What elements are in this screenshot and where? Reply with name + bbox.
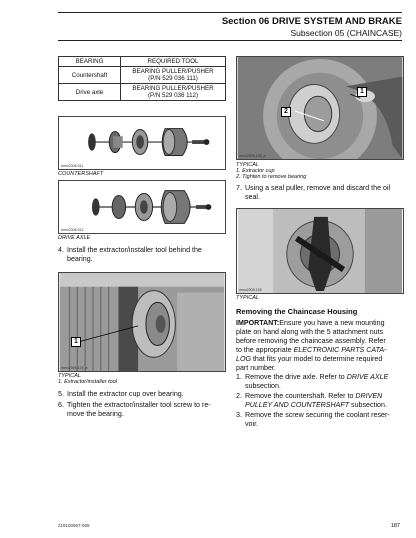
table-cell-bearing: Drive axle <box>59 84 121 101</box>
drive-axle-tool-illustration <box>59 181 225 233</box>
table-cell-bearing: Countershaft <box>59 67 121 84</box>
note-reference: LOG <box>236 355 251 363</box>
step-text: Remove the drive axle. Refer to <box>245 373 347 381</box>
header-bottom-rule <box>58 40 402 41</box>
caption-item: 2. Tighten to remove bearing <box>236 174 307 180</box>
step-number: 6. <box>58 401 64 409</box>
note-text: to the appropriate <box>236 346 294 354</box>
tool-name: BEARING PULLER/PUSHER <box>132 85 214 92</box>
cup-photo-illustration <box>237 57 403 159</box>
note-reference: ELECTRONIC PARTS CATA- <box>293 346 387 354</box>
removal-step-2 <box>236 392 406 410</box>
figure-caption: TYPICAL <box>236 295 259 301</box>
extractor-tool-photo <box>58 272 226 372</box>
tool-part-number: (P/N 529 036 112) <box>147 92 199 99</box>
step-number: 1. <box>236 373 242 381</box>
drive-axle-tool-figure <box>58 180 226 234</box>
step-text: Tighten the extractor/installer tool screw to re- <box>67 401 211 409</box>
callout-2: 2 <box>281 107 291 117</box>
page-number: 187 <box>390 523 400 529</box>
caption-title: TYPICAL <box>236 162 259 168</box>
step-number: 2. <box>236 392 242 400</box>
document-code: 219100967-069 <box>58 523 90 528</box>
step-text: seal. <box>245 193 260 201</box>
step-5 <box>58 390 228 399</box>
figure-caption: COUNTERSHAFT <box>58 171 104 177</box>
subsection-title: Subsection 05 (CHAINCASE) <box>290 28 402 38</box>
step-number: 5. <box>58 390 64 398</box>
tool-part-number: (P/N 529 036 111) <box>148 75 198 82</box>
seal-photo-illustration <box>237 209 403 293</box>
figure-caption <box>236 162 306 180</box>
bearing-tool-table <box>58 56 226 101</box>
step-text: subsection. <box>245 382 281 390</box>
figure-id: mmo2008-135_a <box>239 154 266 158</box>
figure-id: mmo2008-012 <box>61 228 84 232</box>
caption-item: 1. Extractor cup <box>236 168 275 174</box>
tool-name: BEARING PULLER/PUSHER <box>132 68 214 75</box>
step-number: 7. <box>236 184 242 192</box>
step-text: Install the extractor/installer tool behind the <box>67 246 202 254</box>
step-text: subsection. <box>349 401 387 409</box>
caption-item: 1. Extractor/installer tool <box>58 379 117 385</box>
table-cell-tool <box>121 84 226 101</box>
extractor-photo-illustration <box>59 273 225 371</box>
table-row <box>59 84 226 101</box>
step-4 <box>58 246 228 264</box>
step-number: 4. <box>58 246 64 254</box>
step-text: Using a seal puller, remove and discard the oil <box>245 184 391 192</box>
removal-step-1 <box>236 373 406 391</box>
oil-seal-photo <box>236 208 404 294</box>
step-6 <box>58 401 228 419</box>
step-text: Remove the screw securing the coolant reser- <box>245 411 390 419</box>
figure-id: mmo2008-134_a <box>61 366 88 370</box>
extractor-cup-photo <box>236 56 404 160</box>
note-text: that fits your model to determine required <box>250 355 383 363</box>
step-text: move the bearing. <box>67 410 124 418</box>
section-heading: Removing the Chaincase Housing <box>236 307 358 316</box>
figure-caption <box>58 373 117 385</box>
note-text: plate on hand along with the 5 attachment nuts <box>236 328 384 336</box>
important-label: IMPORTANT: <box>236 319 280 327</box>
section-title: Section 06 DRIVE SYSTEM AND BRAKE <box>221 16 402 27</box>
note-text: before removing the chaincase assembly. Refer <box>236 337 386 345</box>
note-text: Ensure you have a new mounting <box>279 319 385 327</box>
step-reference: DRIVE AXLE <box>346 373 389 381</box>
countershaft-tool-illustration <box>59 117 225 169</box>
table-header-bearing: BEARING <box>59 57 121 67</box>
callout-1: 1 <box>71 337 81 347</box>
figure-id: mmo2008-011 <box>61 164 84 168</box>
table-header-tool: REQUIRED TOOL <box>121 57 226 67</box>
step-text: Remove the countershaft. Refer to <box>245 392 356 400</box>
note-text: part number. <box>236 364 276 372</box>
step-reference: DRIVEN <box>355 392 383 400</box>
figure-id: mmo2008-136 <box>239 288 262 292</box>
table-header-row <box>59 57 226 67</box>
figure-caption: DRIVE AXLE <box>58 235 91 241</box>
step-text: Install the extractor cup over bearing. <box>67 390 184 398</box>
countershaft-tool-figure <box>58 116 226 170</box>
table-row <box>59 67 226 84</box>
header-top-rule <box>58 12 402 13</box>
removal-step-3 <box>236 411 406 429</box>
step-number: 3. <box>236 411 242 419</box>
caption-title: TYPICAL <box>58 373 81 379</box>
important-note <box>236 319 406 373</box>
step-text: bearing. <box>67 255 93 263</box>
step-text: voir. <box>245 420 259 428</box>
callout-1: 1 <box>357 87 367 97</box>
table-cell-tool <box>121 67 226 84</box>
step-7 <box>236 184 406 202</box>
step-reference: PULLEY AND COUNTERSHAFT <box>245 401 350 409</box>
